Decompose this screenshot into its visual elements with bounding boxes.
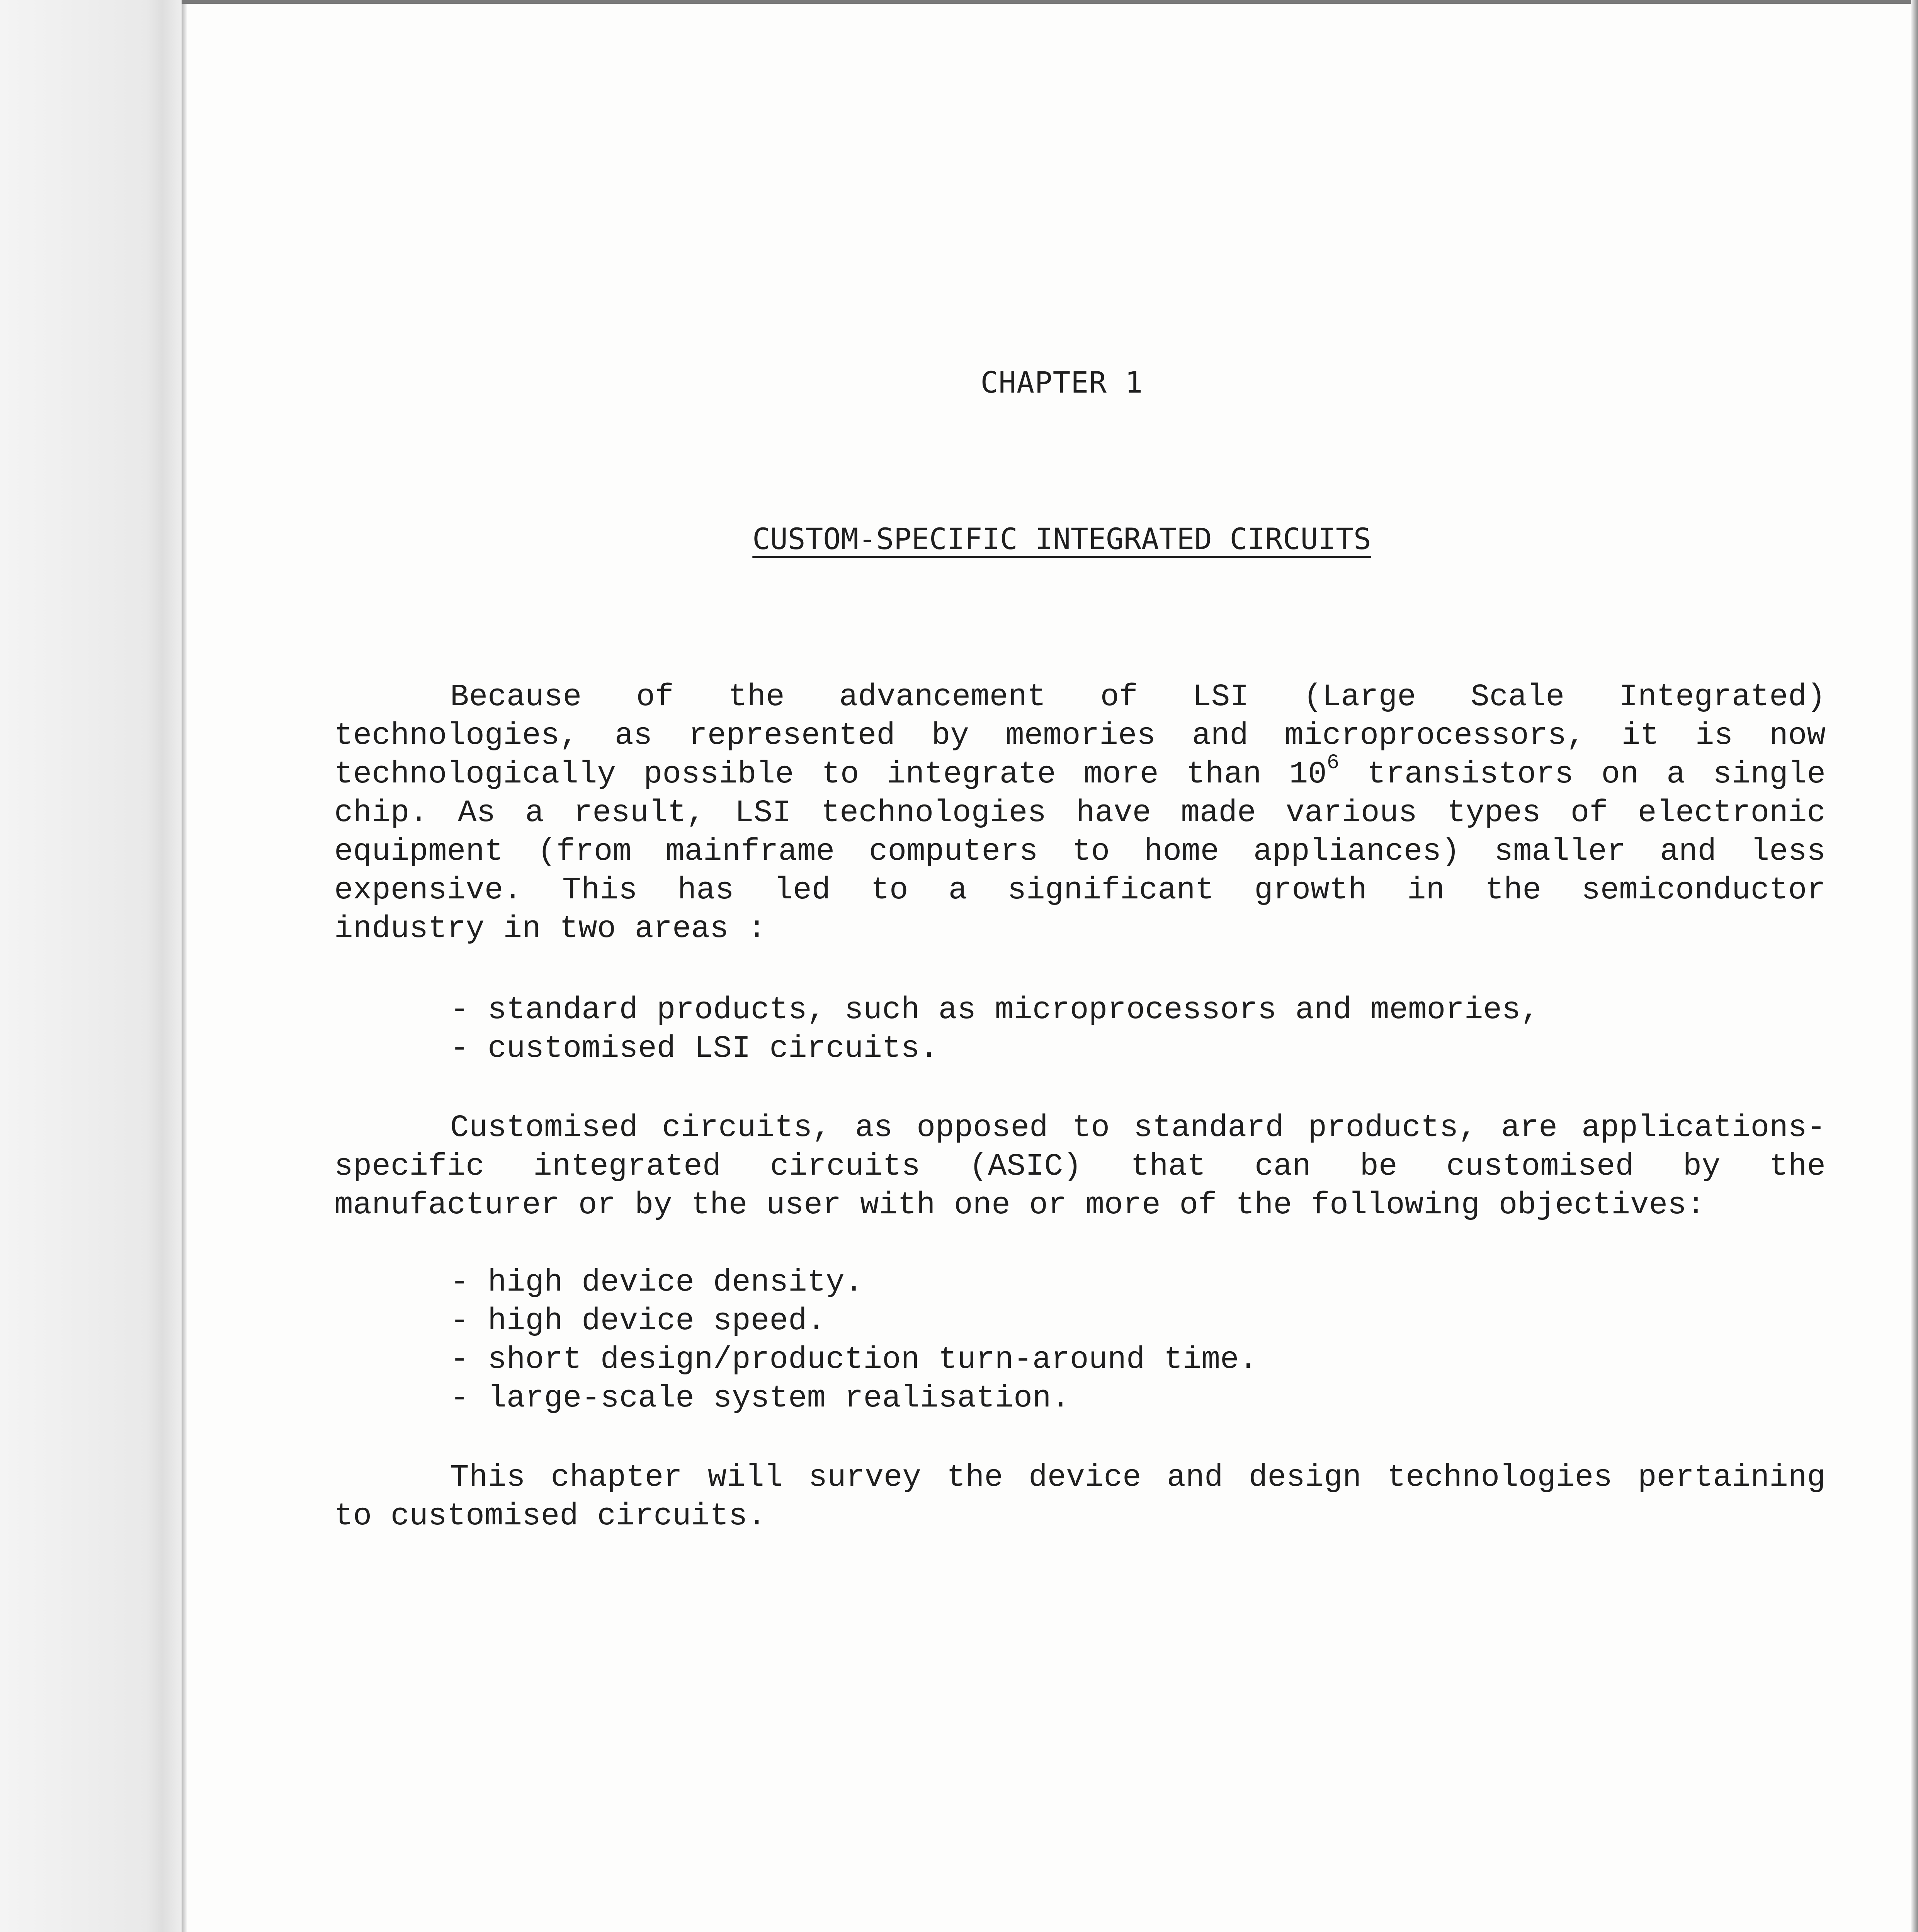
paragraph-1-line-3-end: transistors on a single — [1339, 757, 1826, 792]
page-top-edge — [182, 0, 1918, 4]
list-2-item-3: - short design/production turn-around time. — [450, 1342, 1258, 1378]
paragraph-1-line-7: industry in two areas : — [334, 912, 766, 947]
paragraph-1-line-3 — [334, 751, 1826, 794]
binding-gutter — [0, 0, 182, 1932]
chapter-heading: CHAPTER 1 — [980, 365, 1143, 400]
paragraph-1-line-1: Because of the advancement of LSI (Large Scale Integrated) — [450, 680, 1826, 715]
list-1-item-2: - customised LSI circuits. — [450, 1031, 939, 1066]
exponent: 6 — [1326, 751, 1340, 775]
paragraph-1-line-2: technologies, as represented by memories and microprocessors, it is now — [334, 718, 1826, 753]
paragraph-1-line-5: equipment (from mainframe computers to home appliances) smaller and less — [334, 834, 1826, 869]
paragraph-3-line-1: This chapter will survey the device and design technologies pertaining — [450, 1460, 1826, 1495]
chapter-title — [0, 522, 1918, 556]
paragraph-2-line-2: specific integrated circuits (ASIC) that can be customised by the — [334, 1149, 1826, 1184]
paragraph-2-line-1: Customised circuits, as opposed to standard products, are applications- — [450, 1111, 1826, 1146]
paragraph-3-line-2: to customised circuits. — [334, 1499, 766, 1534]
list-2-item-2: - high device speed. — [450, 1304, 826, 1339]
paragraph-1-line-6: expensive. This has led to a significant growth in the semiconductor — [334, 873, 1826, 908]
list-2-item-4: - large-scale system realisation. — [450, 1381, 1070, 1416]
page-left-edge — [182, 0, 187, 1932]
page-right-edge — [1911, 0, 1918, 1932]
paragraph-1-line-3-start: technologically possible to integrate more than 10 — [334, 757, 1327, 792]
list-1-item-1: - standard products, such as microprocessors and memories, — [450, 993, 1540, 1028]
paragraph-2-line-3: manufacturer or by the user with one or more of the following objectives: — [334, 1188, 1705, 1223]
chapter-title-text: CUSTOM-SPECIFIC INTEGRATED CIRCUITS — [752, 522, 1371, 556]
paragraph-1-line-4: chip. As a result, LSI technologies have made various types of electronic — [334, 796, 1826, 831]
list-2-item-1: - high device density. — [450, 1265, 864, 1300]
